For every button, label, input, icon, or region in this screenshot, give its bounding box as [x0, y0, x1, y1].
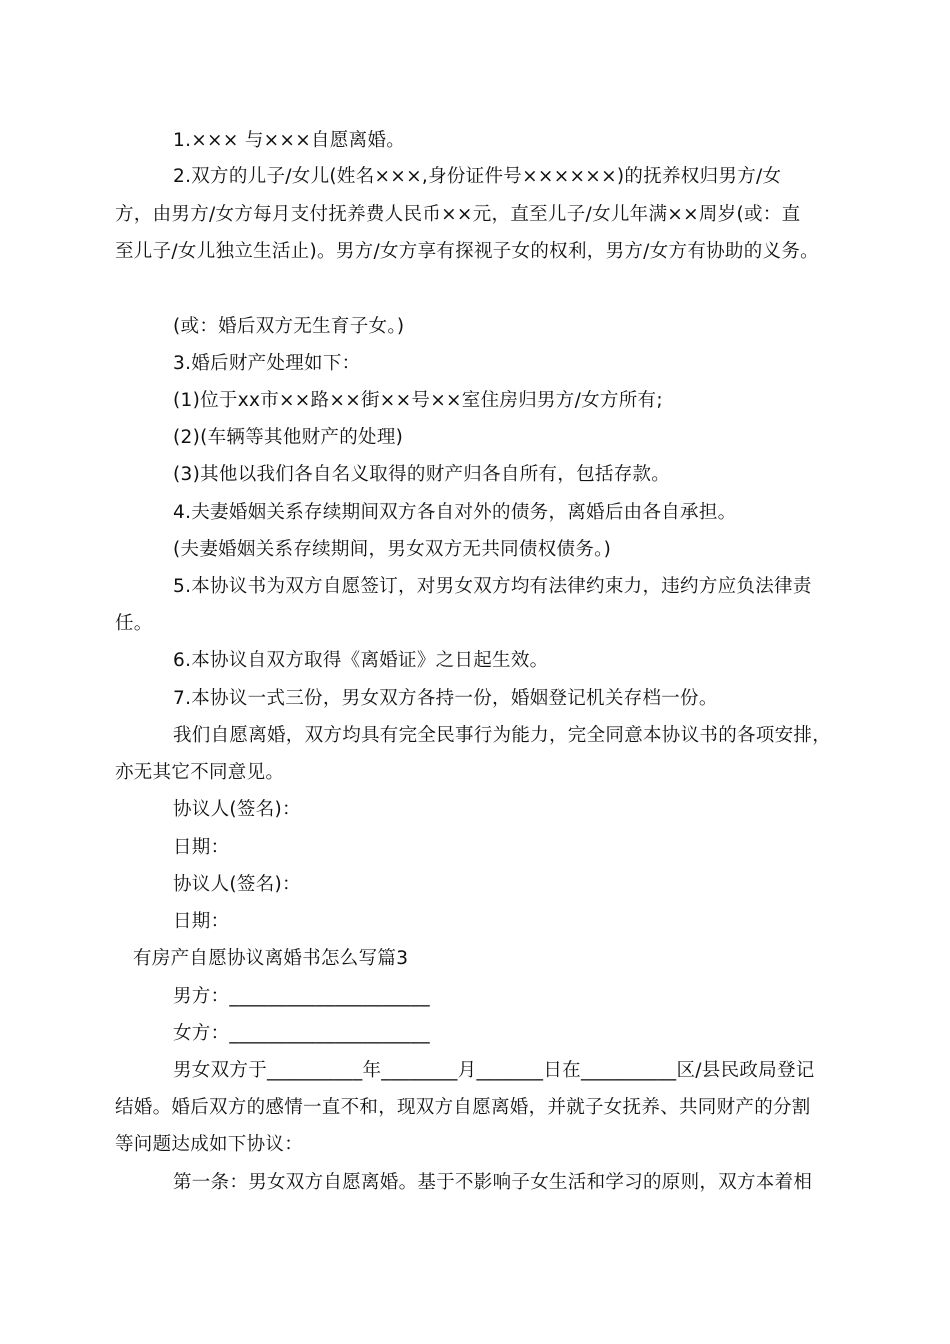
item-3-3: (3)其他以我们各自名义取得的财产归各自所有，包括存款。 [173, 464, 671, 485]
signatory-1: 协议人(签名)： [173, 799, 301, 820]
marriage-statement-cont-1: 结婚。婚后双方的感情一直不和，现双方自愿离婚，并就子女抚养、共同财产的分割 [115, 1097, 811, 1118]
signatory-2: 协议人(签名)： [173, 874, 301, 895]
item-1: 1.××× 与×××自愿离婚。 [173, 130, 406, 151]
item-2-alt: (或：婚后双方无生育子女。) [173, 316, 405, 337]
item-2-cont-2: 至儿子/女儿独立生活止)。男方/女方享有探视子女的权利，男方/女方有协助的义务。 [115, 241, 819, 262]
item-2-cont-1: 方，由男方/女方每月支付抚养费人民币××元，直至儿子/女儿年满××周岁(或：直 [115, 204, 801, 225]
article-1: 第一条：男女双方自愿离婚。基于不影响子女生活和学习的原则，双方本着相 [173, 1172, 813, 1193]
item-3-1: (1)位于xx市××路××街××号××室住房归男方/女方所有; [173, 390, 663, 411]
item-4-alt: (夫妻婚姻关系存续期间，男女双方无共同债权债务。) [173, 539, 612, 560]
declaration-cont: 亦无其它不同意见。 [115, 762, 285, 783]
marriage-statement: 男女双方于__________年________月_______日在__________区/县民政局登记 [173, 1060, 815, 1081]
item-4: 4.夫妻婚姻关系存续期间双方各自对外的债务，离婚后由各自承担。 [173, 502, 737, 523]
item-7: 7.本协议一式三份，男女双方各持一份，婚姻登记机关存档一份。 [173, 688, 718, 709]
item-6: 6.本协议自双方取得《离婚证》之日起生效。 [173, 650, 549, 671]
item-5: 5.本协议书为双方自愿签订，对男女双方均有法律约束力，违约方应负法律责 [173, 576, 812, 597]
male-party: 男方：_____________________ [173, 986, 430, 1007]
item-3-2: (2)(车辆等其他财产的处理) [173, 427, 404, 448]
female-party: 女方：_____________________ [173, 1023, 430, 1044]
date-2: 日期： [173, 911, 230, 932]
marriage-statement-cont-2: 等问题达成如下协议： [115, 1134, 304, 1155]
declaration: 我们自愿离婚，双方均具有完全民事行为能力，完全同意本协议书的各项安排， [173, 725, 832, 746]
item-5-cont: 任。 [115, 613, 153, 634]
item-2: 2.双方的儿子/女儿(姓名×××,身份证件号××××××)的抚养权归男方/女 [173, 166, 782, 187]
section-heading: 有房产自愿协议离婚书怎么写篇3 [133, 948, 409, 969]
item-3: 3.婚后财产处理如下： [173, 353, 361, 374]
date-1: 日期： [173, 837, 230, 858]
